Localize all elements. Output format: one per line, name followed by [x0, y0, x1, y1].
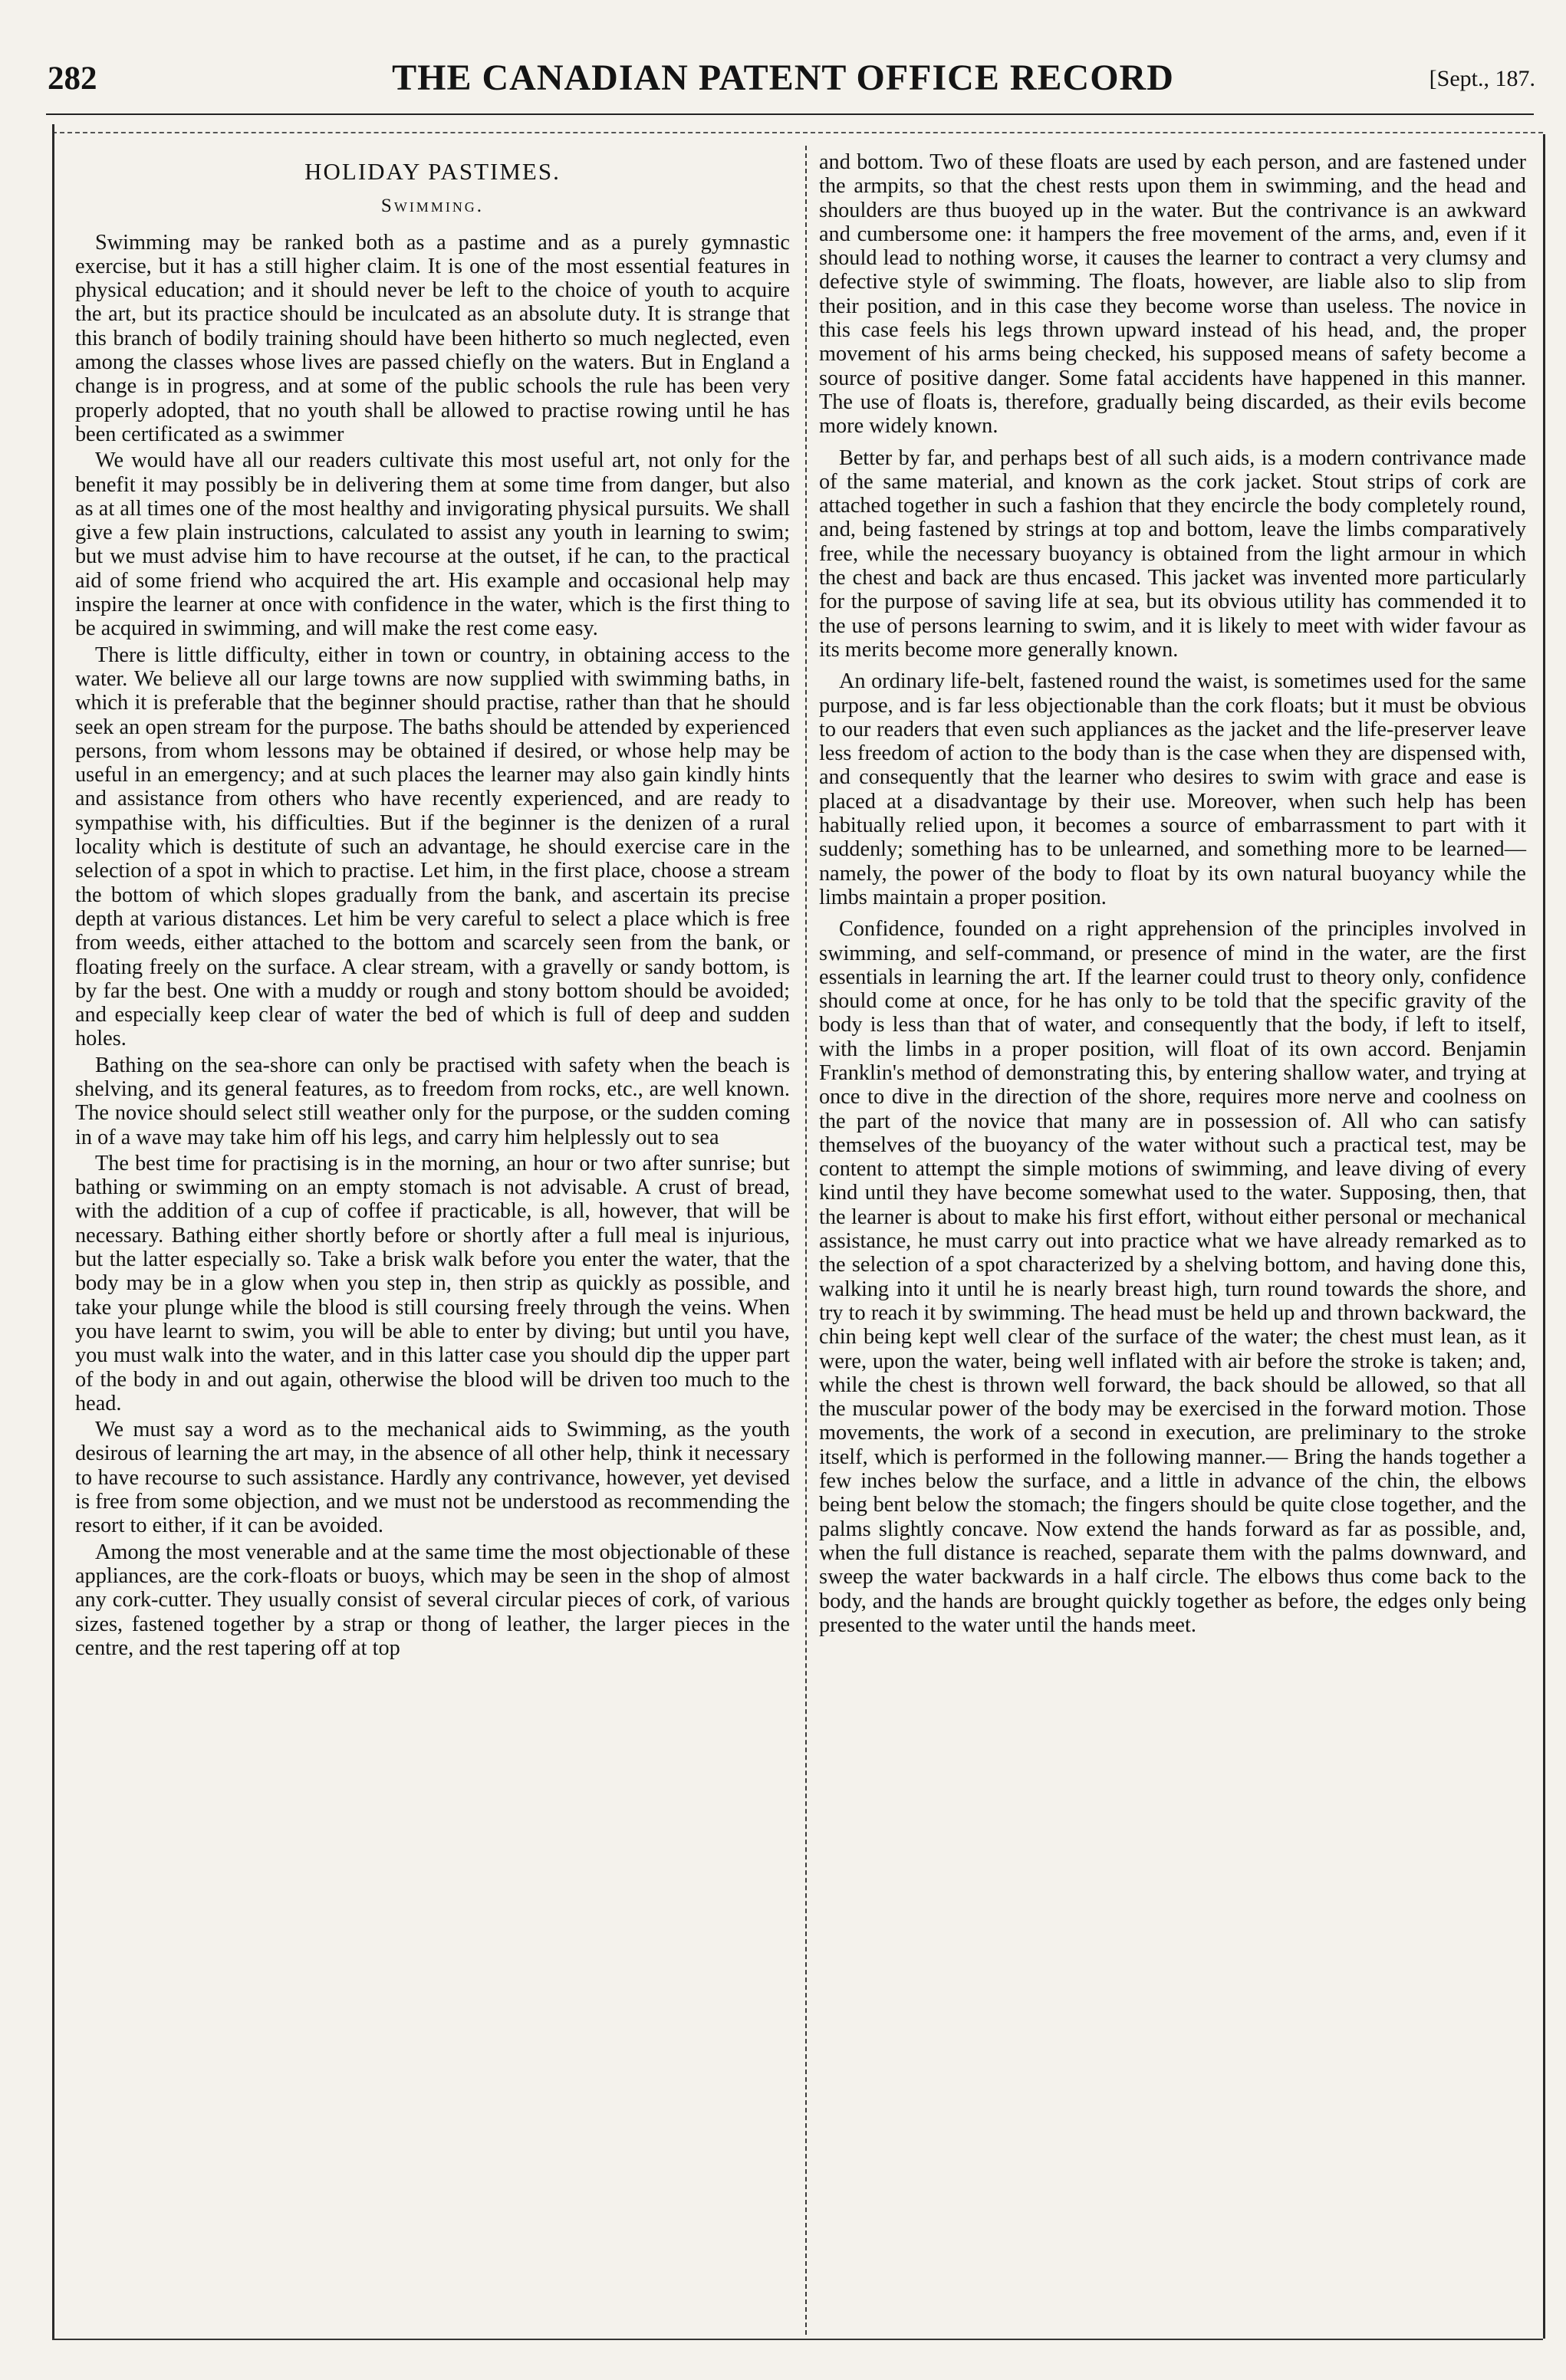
paragraph: There is little difficulty, either in town or country, in obtaining access to the water. We believe all our large towns are now supplied with swimming baths, in which it is preferable that the beginner should practise, rather than that he should seek an open stream for the purpose. The baths should be attended by experienced persons, from whom lessons may be obtained if desired, or whose help may be useful in an emergency; and at such places the learner may also gain kindly hints and assistance from others who have recently experienced, and are ready to sympathise with, his difficulties. But if the beginner is the denizen of a rural locality which is destitute of such an advantage, he should exercise care in the selection of a spot in which to practise. Let him, in the first place, choose a stream the bottom of which slopes gradually from the bank, and ascertain its precise depth at various distances. Let him be very careful to select a place which is free from weeds, either attached to the bottom and scarcely seen from the bank, or floating freely on the surface. A clear stream, with a gravelly or sandy bottom, is by far the best. One with a muddy or rough and stony bottom should be avoided; and especially keep clear of water the bed of which is full of deep and sudden holes.	[75, 643, 790, 1051]
paragraph: Confidence, founded on a right apprehension of the principles involved in swimming, and self-command, or presence of mind in the water, are the first essentials in learning the art. If the learner could trust to theory only, confidence should come at once, for he has only to be told that the specific gravity of the body is less than that of water, and consequently that the body, if left to itself, with the limbs in a proper position, will float of its own accord. Benjamin Franklin's method of demonstrating this, by entering shallow water, and trying at once to dive in the direction of the shore, requires more nerve and coolness on the part of the novice that many are in possession of. All who can satisfy themselves of the buoyancy of the water without such a practical test, may be content to attempt the simple motions of swimming, and leave diving of every kind until they have become somewhat used to the water. Supposing, then, that the learner is about to make his first effort, without either personal or mechanical assistance, he must carry out into practice what we have already remarked as to the selection of a spot characterized by a shelving bottom, and having done this, walking into it until he is nearly breast high, turn round towards the shore, and try to reach it by swimming. The head must be held up and thrown backward, the chin being kept well clear of the surface of the water; the chest must lean, as it were, upon the water, being well inflated with air before the stroke is taken; and, while the chest is thrown well forward, the back should be allowed, so that all the muscular power of the body may be exercised in the forward motion. Those movements, the work of a second in execution, are preliminary to the stroke itself, which is performed in the following manner.— Bring the hands together a few inches below the surface, and a little in advance of the chin, the elbows being bent below the stomach; the fingers should be quite close together, and the palms slightly concave. Now extend the hands forward as far as possible, and, when the full distance is reached, separate them with the palms downward, and sweep the water backwards in a half circle. The elbows thus come back to the body, and the hands are brought quickly together as before, the edges only being presented to the water until the hands meet.	[819, 917, 1526, 1637]
journal-title: THE CANADIAN PATENT OFFICE RECORD	[392, 58, 1174, 98]
left-column	[75, 150, 790, 1662]
right-column	[819, 150, 1526, 1645]
frame-top-border	[52, 132, 1543, 133]
issue-date: [Sept., 187.	[1429, 66, 1535, 91]
article-title: HOLIDAY PASTIMES.	[304, 158, 561, 185]
paragraph: We must say a word as to the mechanical aids to Swimming, as the youth desirous of learning the art may, in the absence of all other help, think it necessary to have recourse to such assistance. Hardly any contrivance, however, yet devised is free from some objection, and we must not be understood as recommending the resort to either, if it can be avoided.	[75, 1418, 790, 1538]
paragraph: Swimming may be ranked both as a pastime and as a purely gymnastic exercise, but it has a still higher claim. It is one of the most essential features in physical education; and it should never be left to the choice of youth to acquire the art, but its practice should be inculcated as an absolute duty. It is strange that this branch of bodily training should have been hitherto so much neglected, even among the classes whose lives are passed chiefly on the waters. But in England a change is in progress, and at some of the public schools the rule has been very properly adopted, that no youth shall be allowed to practise rowing until he has been certificated as a swimmer	[75, 230, 790, 446]
paragraph: An ordinary life-belt, fastened round the waist, is sometimes used for the same purpose, and is far less objectionable than the cork floats; but it must be obvious to our readers that even such appliances as the jacket and the life-preserver leave less freedom of action to the body than is the case when they are dispensed with, and consequently that the learner who desires to swim with grace and ease is placed at a disadvantage by their use. Moreover, when such help has been habitually relied upon, it becomes a source of embarrassment to part with it suddenly; something has to be unlearned, and something more to be learned—namely, the power of the body to float by its own natural buoyancy while the limbs maintain a proper position.	[819, 669, 1526, 909]
page-number: 282	[48, 61, 97, 97]
paragraph: Better by far, and perhaps best of all such aids, is a modern contrivance made of the same material, and known as the cork jacket. Stout strips of cork are attached together in such a fashion that they encircle the body completely round, and, being fastened by strings at top and bottom, leave the limbs comparatively free, while the necessary buoyancy is obtained from the light armour in which the chest and back are thus encased. This jacket was invented more particularly for the purpose of saving life at sea, but its obvious utility has commended it to the use of persons learning to swim, and it is likely to meet with wider favour as its merits become more generally known.	[819, 445, 1526, 662]
article-subtitle: Swimming.	[380, 196, 485, 217]
paragraph-continued: and bottom. Two of these floats are used by each person, and are fastened under the armpits, so that the chest rests upon them in swimming, and the head and shoulders are thus buoyed up in the water. But the contrivance is an awkward and cumbersome one: it hampers the free movement of the arms, and, even if it should lead to nothing worse, it causes the learner to contract a very clumsy and defective style of swimming. The floats, however, are liable also to slip from their position, and in this case they become worse than useless. The novice in this case feels his legs thrown upward instead of his head, and, the proper movement of his arms being checked, his supposed means of safety become a source of positive danger. Some fatal accidents have happened in this manner. The use of floats is, therefore, gradually being discarded, as their evils become more widely known.	[819, 150, 1526, 439]
frame-right-border	[1543, 134, 1545, 2339]
paragraph: The best time for practising is in the morning, an hour or two after sunrise; but bathing or swimming on an empty stomach is not advisable. A crust of bread, with the addition of a cup of coffee if practicable, is all, however, that will be necessary. Bathing either shortly before or shortly after a full meal is injurious, but the latter especially so. Take a brisk walk before you enter the water, that the body may be in a glow when you step in, then strip as quickly as possible, and take your plunge while the blood is still coursing freely through the veins. When you have learnt to swim, you will be able to enter by diving; but until you have, you must walk into the water, and in this latter case you should dip the upper part of the body in and out again, otherwise the blood will be driven too much to the head.	[75, 1151, 790, 1415]
frame-left-border	[52, 124, 54, 2340]
page-header	[31, 57, 1535, 103]
column-divider	[805, 146, 807, 2335]
paragraph: We would have all our readers cultivate this most useful art, not only for the benefit it may possibly be in delivering them at some time from danger, but also as at all times one of the most healthy and invigorating physical pursuits. We shall give a few plain instructions, calculated to assist any youth in learning to swim; but we must advise him to have recourse at the outset, if he can, to the practical aid of some friend who acquired the art. His example and occasional help may inspire the learner at once with confidence in the water, which is the first thing to be acquired in swimming, and will make the rest come easy.	[75, 449, 790, 641]
paragraph: Among the most venerable and at the same time the most objectionable of these appliances, are the cork-floats or buoys, which may be seen in the shop of almost any cork-cutter. They usually consist of several circular pieces of cork, of various sizes, fastened together by a strap or thong of leather, the larger pieces in the centre, and the rest tapering off at top	[75, 1540, 790, 1660]
header-rule	[46, 113, 1534, 115]
frame-bottom-border	[52, 2339, 1543, 2340]
paragraph: Bathing on the sea-shore can only be practised with safety when the beach is shelving, and its general features, as to freedom from rocks, etc., are well known. The novice should select still weather only for the purpose, or the sudden coming in of a wave may take him off his legs, and carry him helplessly out to sea	[75, 1053, 790, 1149]
